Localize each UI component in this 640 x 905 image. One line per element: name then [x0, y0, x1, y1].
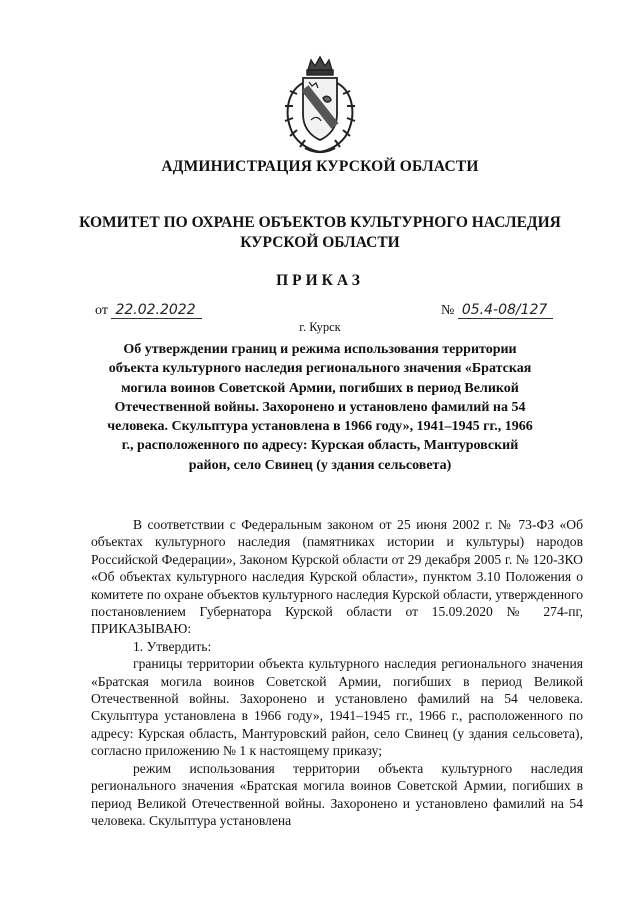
date-value: 22.02.2022 — [111, 302, 201, 319]
body-paragraph-preamble: В соответствии с Федеральным законом от 25 июня 2002 г. № 73-ФЗ «Об объектах культурного наследия (памятниках истории и культуры) народов Российской Федерации», Законом Курской области от 29 декабря 2005 г. № 120-ЗКО «Об объектах культурного наследия Курской области», пунктом 3.10 Положения о комитете по охране объектов культурного наследия Курской области, утвержденного постановлением Губернатора Курской области от 15.09.2020 № 274-пг, ПРИКАЗЫВАЮ: — [91, 517, 583, 637]
city-label: г. Курск — [299, 320, 341, 334]
number-field — [441, 302, 553, 319]
committee-heading — [0, 213, 640, 253]
document-title: Об утверждении границ и режима использования территории объекта культурного наследия регионального значения «Братская могила воинов Советской Армии, погибших в период Великой Отечественной войны. Захоронено и установлено фамилий на 54 человека. Скульптура установлена в 1966 году», 1941–1945 гг., 1966 г., расположенного по адресу: Курская область, Мантуровский район, село Свинец (у здания сельсовета) — [107, 342, 533, 473]
committee-heading-line2: КУРСКОЙ ОБЛАСТИ — [240, 234, 400, 251]
body-item-1: 1. Утвердить: — [133, 638, 212, 654]
date-prefix: от — [95, 303, 108, 318]
number-prefix: № — [441, 303, 455, 318]
body-paragraph-regime: режим использования территории объекта культурного наследия регионального значения «Братская могила воинов Советской Армии, погибших в период Великой Отечественной войны. Захоронено и установлено фамилий на 54 человека. Скульптура установлена — [91, 760, 583, 828]
document-body — [91, 516, 583, 829]
administration-heading: АДМИНИСТРАЦИЯ КУРСКОЙ ОБЛАСТИ — [161, 158, 479, 175]
committee-heading-line1: КОМИТЕТ ПО ОХРАНЕ ОБЪЕКТОВ КУЛЬТУРНОГО НАСЛЕДИЯ — [79, 214, 561, 231]
body-paragraph-boundaries: границы территории объекта культурного наследия регионального значения «Братская могила воинов Советской Армии, погибших в период Великой Отечественной войны. Захоронено и установлено фамилий на 54 человека. Скульптура установлена в 1966 году», 1941–1945 гг., 1966 г., расположенного по адресу: Курская область, Мантуровский район, село Свинец (у здания сельсовета), согласно приложению № 1 к настоящему приказу; — [91, 656, 583, 759]
coat-of-arms-icon — [275, 52, 365, 157]
date-field — [95, 302, 202, 319]
number-value: 05.4-08/127 — [458, 302, 553, 319]
document-type-heading: ПРИКАЗ — [276, 272, 364, 289]
